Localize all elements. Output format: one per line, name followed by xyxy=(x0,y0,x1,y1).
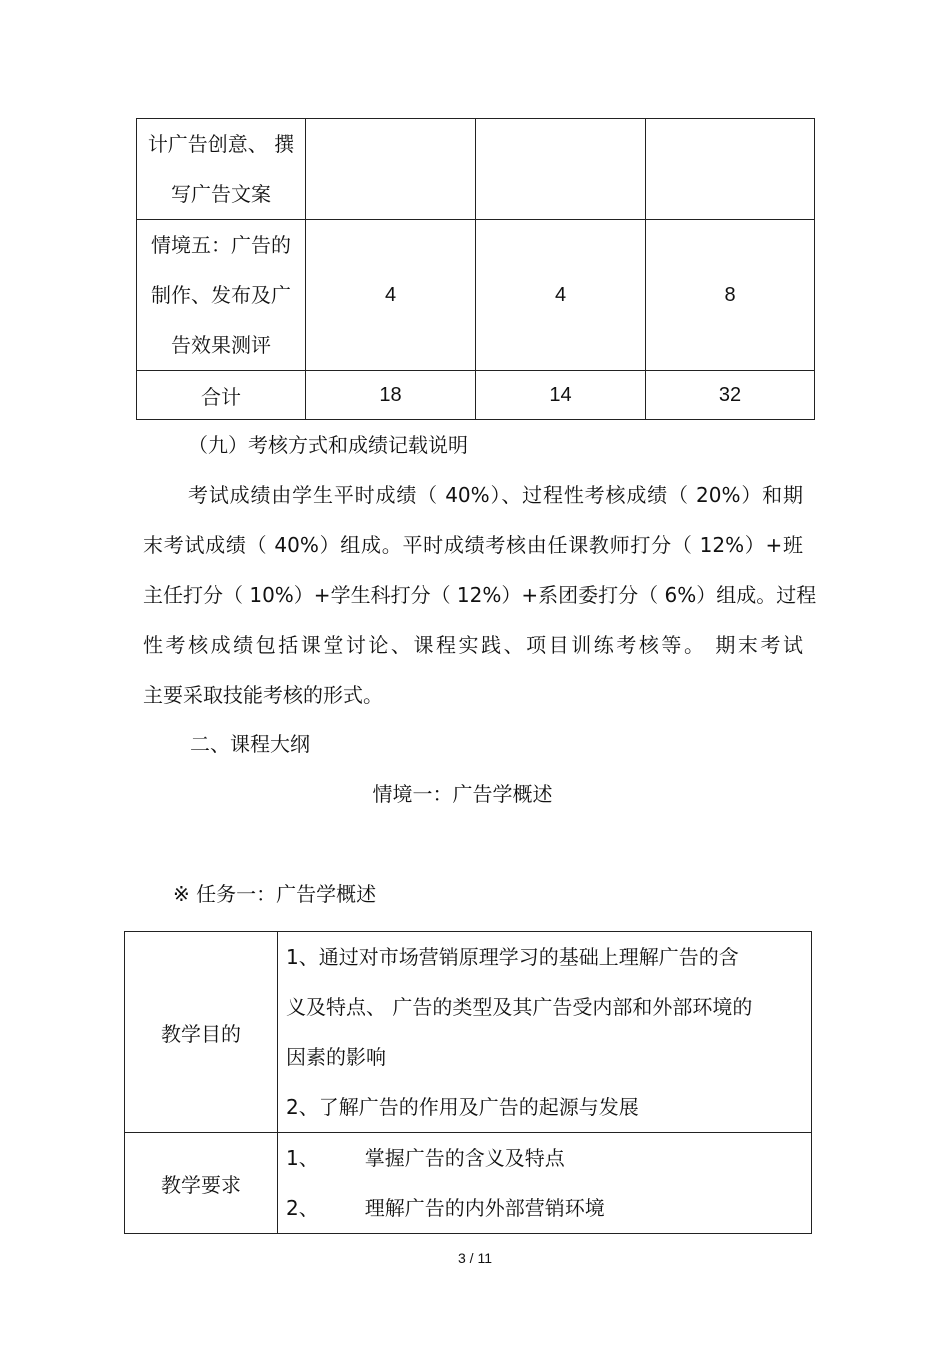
cell-value: 4 xyxy=(476,220,646,371)
objective-label: 教学目的 xyxy=(125,932,278,1133)
table-row xyxy=(125,932,812,1133)
label-line: 情境五：广告的 xyxy=(151,233,291,257)
cell-value: 14 xyxy=(476,371,646,420)
item-text: 掌握广告的含义及特点 xyxy=(364,1146,565,1170)
label-line: 计广告创意、 撰 xyxy=(147,132,295,156)
cell-value: 32 xyxy=(646,371,815,420)
cell-value xyxy=(646,119,815,220)
requirement-content xyxy=(278,1133,812,1234)
paragraph-line: 末考试成绩（ 40%）组成。平时成绩考核由任课教师打分（ 12%）+班 xyxy=(143,533,803,557)
cell-value: 8 xyxy=(646,220,815,371)
table-row xyxy=(125,1133,812,1234)
row-label xyxy=(137,220,306,371)
cell-value xyxy=(306,119,476,220)
objective-content xyxy=(278,932,812,1133)
paragraph-line: 考试成绩由学生平时成绩（ 40%）、过程性考核成绩（ 20%）和期 xyxy=(188,483,803,507)
objective-line: 因素的影响 xyxy=(286,1045,386,1069)
objective-line: 1、通过对市场营销原理学习的基础上理解广告的含 xyxy=(286,945,739,969)
assessment-paragraph xyxy=(143,470,817,720)
page-number: 3 / 11 xyxy=(458,1250,492,1266)
paragraph-line: 性考核成绩包括课堂讨论、课程实践、项目训练考核等。 期末考试 xyxy=(143,633,803,657)
item-number: 1、 xyxy=(286,1146,319,1170)
item-number: 2、 xyxy=(286,1196,319,1220)
paragraph-line: 主要采取技能考核的形式。 xyxy=(143,683,383,707)
cell-value: 4 xyxy=(306,220,476,371)
cell-value xyxy=(476,119,646,220)
requirement-label: 教学要求 xyxy=(125,1133,278,1234)
item-text: 理解广告的内外部营销环境 xyxy=(364,1196,605,1220)
hours-table xyxy=(136,118,815,420)
objective-line: 义及特点、 广告的类型及其广告受内部和外部环境的 xyxy=(286,995,753,1019)
label-line: 写广告文案 xyxy=(171,182,271,206)
section-heading: （九）考核方式和成绩记载说明 xyxy=(188,433,468,457)
label-line: 制作、发布及广 xyxy=(151,283,291,307)
table-row xyxy=(137,119,815,220)
requirement-item xyxy=(286,1183,811,1233)
label-line: 告效果测评 xyxy=(171,333,271,357)
row-label: 合计 xyxy=(137,371,306,420)
requirement-item xyxy=(286,1133,811,1183)
paragraph-line: 主任打分（ 10%）+学生科打分（ 12%）+系团委打分（ 6%）组成。过程 xyxy=(143,583,817,607)
table-row xyxy=(137,220,815,371)
objective-line: 2、了解广告的作用及广告的起源与发展 xyxy=(286,1095,639,1119)
cell-value: 18 xyxy=(306,371,476,420)
outline-heading: 二、课程大纲 xyxy=(190,732,310,756)
table-row-total xyxy=(137,371,815,420)
row-label xyxy=(137,119,306,220)
scenario-title: 情境一：广告学概述 xyxy=(372,782,553,806)
teaching-table xyxy=(124,931,812,1234)
task-title: ※ 任务一：广告学概述 xyxy=(173,882,377,906)
